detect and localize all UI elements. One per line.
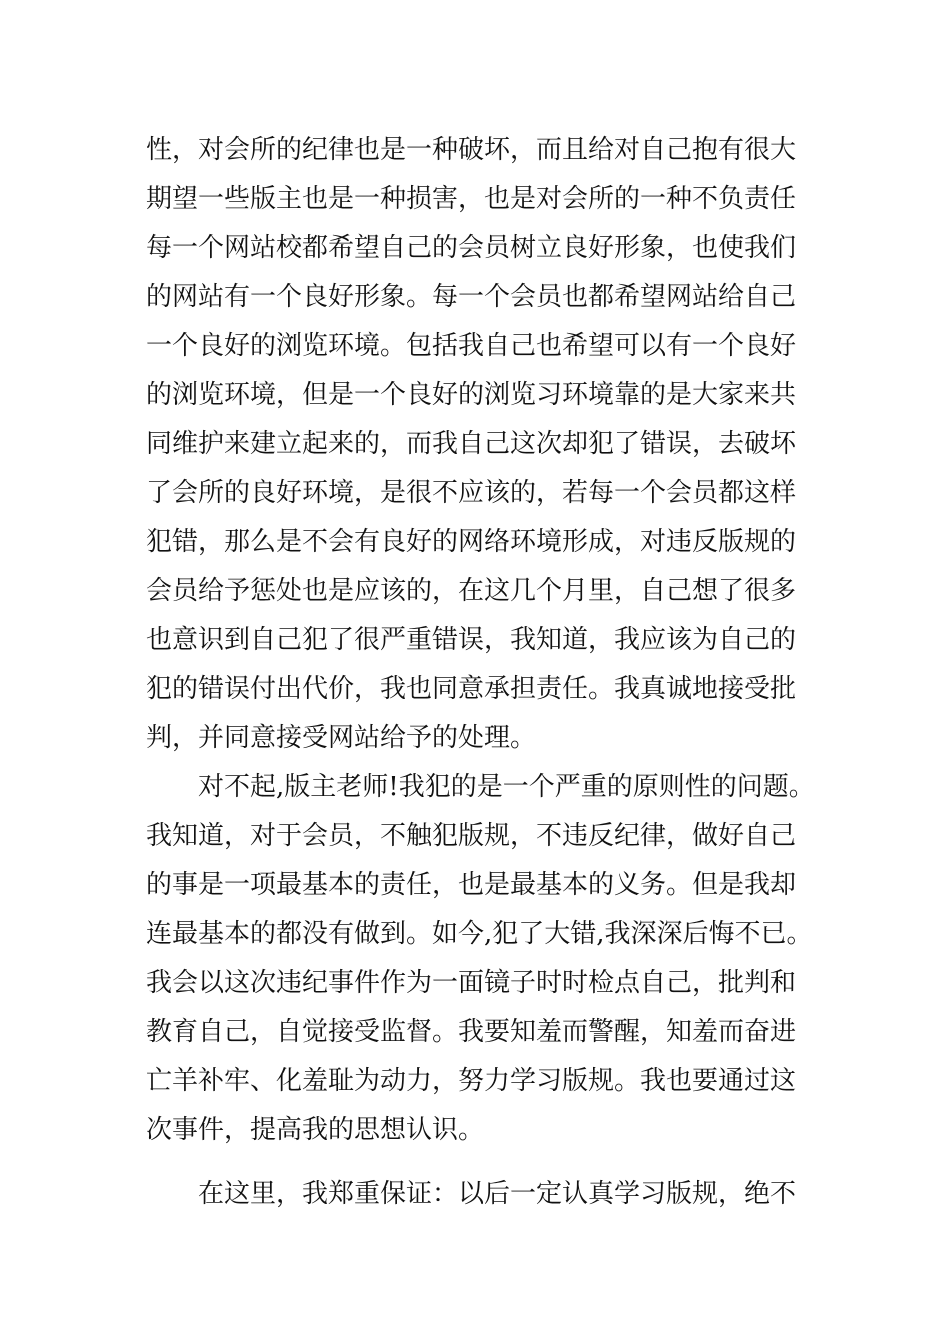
text-line: 亡羊补牢、化羞耻为动力，努力学习版规。我也要通过这	[146, 1066, 797, 1096]
text-line: 判，并同意接受网站给予的处理。	[146, 723, 537, 753]
text-line: 犯错，那么是不会有良好的网络环境形成，对违反版规的	[146, 527, 797, 557]
text-line: 期望一些版主也是一种损害，也是对会所的一种不负责任	[146, 184, 797, 214]
text-line: 的网站有一个良好形象。每一个会员也都希望网站给自己	[146, 282, 797, 312]
text-line: 了会所的良好环境，是很不应该的，若每一个会员都这样	[146, 478, 797, 508]
text-line: 每一个网站校都希望自己的会员树立良好形象，也使我们	[146, 233, 797, 263]
paragraph-start-line: 对不起,版主老师!我犯的是一个严重的原则性的问题。	[198, 772, 815, 802]
text-line: 我知道，对于会员，不触犯版规，不违反纪律，做好自己	[146, 821, 797, 851]
text-line: 性，对会所的纪律也是一种破坏，而且给对自己抱有很大	[146, 135, 797, 165]
text-line: 次事件，提高我的思想认识。	[146, 1115, 485, 1145]
text-line: 的浏览环境，但是一个良好的浏览习环境靠的是大家来共	[146, 380, 797, 410]
text-line: 教育自己，自觉接受监督。我要知羞而警醒，知羞而奋进	[146, 1017, 797, 1047]
text-line: 一个良好的浏览环境。包括我自己也希望可以有一个良好	[146, 331, 797, 361]
text-line: 也意识到自己犯了很严重错误，我知道，我应该为自己的	[146, 625, 797, 655]
paragraph-start-line: 在这里，我郑重保证：以后一定认真学习版规，绝不	[198, 1179, 797, 1209]
text-line: 犯的错误付出代价，我也同意承担责任。我真诚地接受批	[146, 674, 797, 704]
text-line: 会员给予惩处也是应该的，在这几个月里，自己想了很多	[146, 576, 797, 606]
text-line: 连最基本的都没有做到。如今,犯了大错,我深深后悔不已。	[146, 919, 813, 949]
text-line: 的事是一项最基本的责任，也是最基本的义务。但是我却	[146, 870, 797, 900]
text-line: 同维护来建立起来的，而我自己这次却犯了错误，去破坏	[146, 429, 797, 459]
text-line: 我会以这次违纪事件作为一面镜子时时检点自己，批判和	[146, 968, 797, 998]
